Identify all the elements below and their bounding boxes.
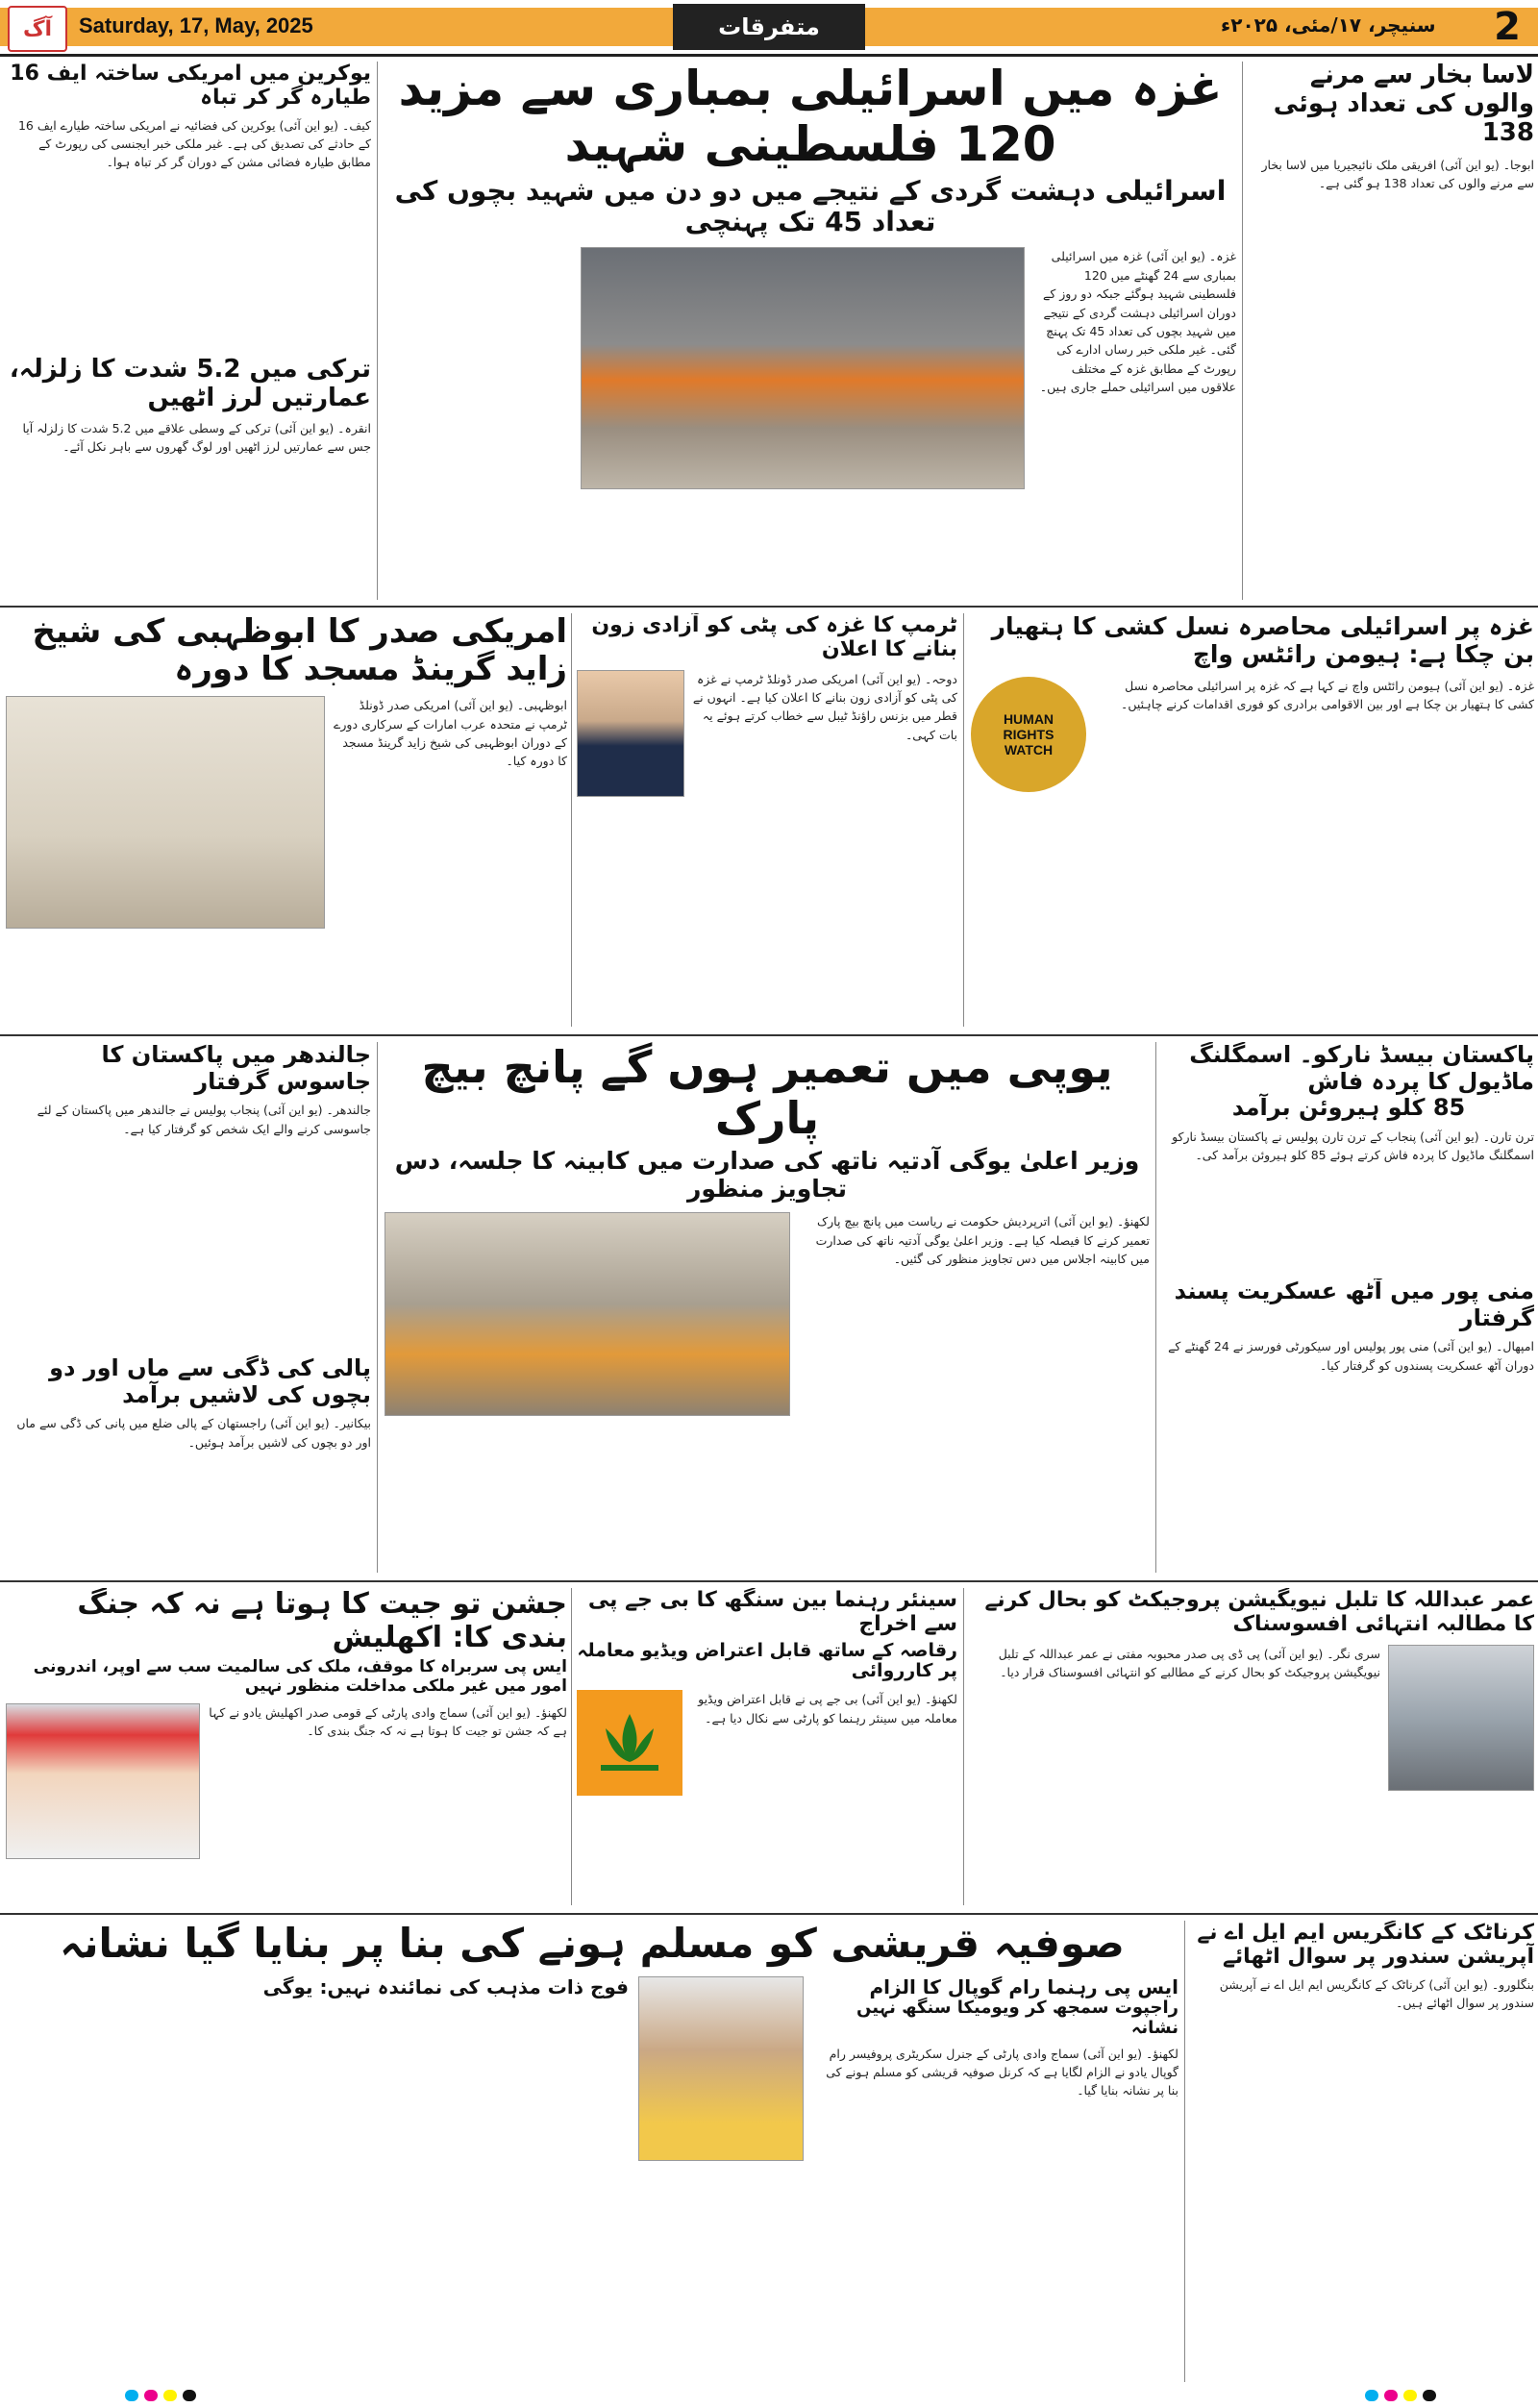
- story-turkey-earthquake: [6, 356, 371, 600]
- story-body: لکھنؤ۔ (یو این آئی) سماج وادی پارٹی کے جنرل سکریٹری پروفیسر رام گوپال یادو نے الزام لگایا ہے کہ کرنل صوفیہ قریشی کو مسلم ہونے کی بنا پر نشانہ بنایا گیا۔: [826, 2046, 1178, 2098]
- date-english: Saturday, 17, May, 2025: [79, 13, 313, 37]
- story-body: لکھنؤ۔ (یو این آئی) اترپردیش حکومت نے ریاست میں پانچ بیچ پارک تعمیر کرنے کا فیصلہ کیا ہے۔ وزیر اعلیٰ یوگی آدتیہ ناتھ کی صدارت میں کابینہ اجلاس میں دس تجاویز منظور کی گئیں۔: [815, 1214, 1150, 1267]
- story-body: بیکانیر۔ (یو این آئی) راجستھان کے پالی ضلع میں پانی کی ڈگی سے ماں اور دو بچوں کی لاشیں برآمد ہوئیں۔: [16, 1416, 371, 1450]
- bjp-lotus-logo: [577, 1690, 682, 1796]
- story-body: دوحہ۔ (یو این آئی) امریکی صدر ڈونلڈ ٹرمپ نے غزہ کی پٹی کو آزادی زون بنانے کا اعلان کیا ہے۔ انہوں نے قطر میں بزنس راؤنڈ ٹیبل سے خطاب کرتے ہوئے یہ بات کہی۔: [692, 671, 957, 742]
- story-sofia-qureshi: [6, 1921, 1178, 2382]
- story-headline: کرناٹک کے کانگریس ایم ایل اے نے: [1197, 1921, 1534, 1945]
- story-lassa-fever: [1250, 62, 1534, 600]
- story-headline: پالی کی ڈگی سے ماں اور دو بچوں کی لاشیں برآمد: [49, 1355, 371, 1408]
- registration-cyan: [1365, 2390, 1378, 2401]
- masthead: [0, 0, 1538, 57]
- story-subhead-yogi: فوج ذات مذہب کی نمائندہ نہیں: یوگی: [262, 1975, 629, 1999]
- story-trump-gaza: [577, 613, 957, 1027]
- newspaper-logo: آگ: [8, 6, 67, 52]
- story-subhead: اسرائیلی دہشت گردی کے نتیجے میں دو دن میں شہید بچوں کی تعداد 45 تک پہنچی: [394, 175, 1227, 238]
- story-omar-tulbul: [971, 1588, 1534, 1905]
- story-jalandhar-spy: [6, 1042, 371, 1350]
- story-body: انقرہ۔ (یو این آئی) ترکی کے وسطی علاقے میں 5.2 شدت کا زلزلہ آیا جس سے عمارتیں لرز اٹھیں اور لوگ گھروں سے باہر نکل آئے۔: [22, 420, 371, 455]
- trump-photo: [577, 670, 684, 797]
- story-manipur: [1163, 1278, 1534, 1573]
- story-pakistan-narco: [1163, 1042, 1534, 1273]
- story-headline: صوفیہ قریشی کو مسلم ہونے کی بنا پر بنایا گیا نشانہ: [60, 1921, 1125, 1967]
- story-headline: ٹرمپ کا غزہ کی پٹی کو آزادی زون بنانے کا اعلان: [591, 613, 957, 662]
- story-headline: جشن تو جیت کا ہوتا ہے نہ کہ جنگ بندی کا: اکھلیش: [77, 1588, 567, 1654]
- registration-yellow: [1403, 2390, 1417, 2401]
- story-headline: جالندھر میں پاکستان کا جاسوس گرفتار: [101, 1042, 371, 1095]
- story-headline: ترکی میں 5.2 شدت کا زلزلہ، عمارتیں لرز اٹھیں: [9, 356, 371, 412]
- story-headline: غزہ پر اسرائیلی محاصرہ نسل کشی کا ہتھیار بن چکا ہے: ہیومن رائٹس واچ: [991, 613, 1534, 668]
- story-headline: لاسا بخار سے مرنے والوں کی تعداد ہوئی 138: [1273, 62, 1534, 147]
- story-headline: یوکرین میں امریکی ساختہ ایف 16 طیارہ گر کر تباہ: [10, 62, 371, 111]
- story-body: کیف۔ (یو این آئی) یوکرین کی فضائیہ نے امریکی ساختہ طیارے ایف 16 کے حادثے کی تصدیق کی ہے۔ غیر ملکی خبر ایجنسی کی رپورٹ کے مطابق طیارہ فضائی مشن کے دوران گر کر تباہ ہوا۔: [17, 117, 371, 170]
- story-body: ترن تارن۔ (یو این آئی) پنجاب کے ترن تارن پولیس نے پاکستان بیسڈ نارکو اسمگلنگ ماڈیول کا پردہ فاش کرتے ہوئے 85 کلو ہیروئن برآمد کی۔: [1172, 1129, 1534, 1163]
- date-urdu: سنیچر، ۱۷/مئی، ۲۰۲۵ء: [1221, 13, 1436, 37]
- story-subhead: رقاصہ کے ساتھ قابل اعتراض ویڈیو معاملہ پر کارروائی: [577, 1639, 957, 1682]
- mosque-visit-photo: [6, 696, 325, 929]
- story-abu-dhabi-mosque: [6, 613, 567, 1027]
- page-number: 2: [1494, 5, 1521, 49]
- story-up-beach-parks: [384, 1042, 1150, 1573]
- story-body: جالندھر۔ (یو این آئی) پنجاب پولیس نے جالندھر میں پاکستان کے لئے جاسوسی کرنے والے ایک شخص کو گرفتار کیا ہے۔: [37, 1103, 371, 1136]
- story-body: ابوظہبی۔ (یو این آئی) امریکی صدر ڈونلڈ ٹرمپ نے متحدہ عرب امارات کے سرکاری دورے کے دوران ابوظہبی کی شیخ زاید گرینڈ مسجد کا دورہ کیا۔: [334, 698, 567, 769]
- cabinet-meeting-photo: [384, 1212, 790, 1416]
- story-headline: عمر عبداللہ کا تلبل نیویگیشن پروجیکٹ کو بحال کرنے کا مطالبہ انتہائی افسوسناک: [984, 1588, 1534, 1637]
- story-body: لکھنؤ۔ (یو این آئی) بی جے پی نے قابل اعتراض ویڈیو معاملہ میں سینئر رہنما کو پارٹی سے نکال دیا ہے۔: [698, 1692, 957, 1725]
- story-ukraine-f16: [6, 62, 371, 350]
- human-rights-watch-logo: HUMAN RIGHTS WATCH: [971, 677, 1086, 792]
- story-karnataka-mla: [1192, 1921, 1534, 2382]
- story-body: بنگلورو۔ (یو این آئی) کرناٹک کے کانگریس ایم ایل اے نے آپریشن سندور پر سوال اٹھائے ہیں۔: [1219, 1976, 1534, 2010]
- story-subhead: آپریشن سندور پر سوال اٹھائے: [1223, 1945, 1534, 1970]
- story-body: لکھنؤ۔ (یو این آئی) سماج وادی پارٹی کے قومی صدر اکھلیش یادو نے کہا ہے کہ جشن تو جیت کا ہوتا ہے نہ کہ جنگ بندی کا۔: [209, 1705, 567, 1739]
- mehbooba-mufti-photo: [1388, 1645, 1534, 1791]
- story-headline: منی پور میں آٹھ عسکریت پسند گرفتار: [1174, 1278, 1534, 1331]
- registration-cyan: [125, 2390, 138, 2401]
- story-headline: سینئر رہنما بین سنگھ کا بی جے پی سے اخراج: [587, 1588, 957, 1637]
- akhilesh-photo: [6, 1703, 200, 1859]
- story-subhead: وزیر اعلیٰ یوگی آدتیہ ناتھ کی صدارت میں کابینہ کا جلسہ، دس تجاویز منظور: [394, 1146, 1140, 1203]
- registration-black: [183, 2390, 196, 2401]
- registration-magenta: [144, 2390, 158, 2401]
- story-kicker: ایس پی رہنما رام گوپال کا الزام: [869, 1975, 1178, 1999]
- story-kicker-secondary: راجپوت سمجھ کر ویومیکا سنگھ نہیں نشانہ: [856, 1998, 1178, 2038]
- story-body: سری نگر۔ (یو این آئی) پی ڈی پی صدر محبوبہ مفتی نے عمر عبداللہ کے تلبل نیویگیشن پروجیکٹ کو بحال کرنے کے مطالبے کو انتہائی افسوسناک قرار دیا۔: [998, 1646, 1380, 1679]
- story-subhead: 85 کلو ہیروئن برآمد: [1231, 1094, 1466, 1122]
- ram-gopal-yadav-photo: [638, 1976, 804, 2161]
- story-pali-bodies: [6, 1355, 371, 1573]
- lotus-icon: [591, 1709, 668, 1776]
- story-body: غزہ۔ (یو این آئی) غزہ میں اسرائیلی بمباری سے 24 گھنٹے میں 120 فلسطینی شہید ہوگئے جبکہ دو روز کے دوران اسرائیلی دہشت گردی کے نتیجے میں شہید بچوں کی تعداد 45 تک پہنچ گئی۔ غیر ملکی خبر رساں ادارے کی رپورٹ کے مطابق غزہ کے مختلف علاقوں میں اسرائیلی حملے جاری ہیں۔: [1039, 249, 1236, 394]
- registration-black: [1423, 2390, 1436, 2401]
- story-headline: پاکستان بیسڈ نارکو۔ اسمگلنگ ماڈیول کا پردہ فاش: [1189, 1042, 1534, 1095]
- registration-yellow: [163, 2390, 177, 2401]
- section-title: متفرقات: [673, 4, 865, 50]
- story-subhead: ایس پی سربراہ کا موقف، ملک کی سالمیت سب سے اوپر، اندرونی امور میں غیر ملکی مداخلت منظور نہیں: [33, 1657, 567, 1696]
- story-akhilesh: [6, 1588, 567, 1905]
- story-body: امپھال۔ (یو این آئی) منی پور پولیس اور سیکورٹی فورسز نے 24 گھنٹے کے دوران آٹھ عسکریت پسندوں کو گرفتار کیا۔: [1168, 1339, 1534, 1373]
- story-body: ابوجا۔ (یو این آئی) افریقی ملک نائیجیریا میں لاسا بخار سے مرنے والوں کی تعداد 138 ہو گئی ہے۔: [1261, 157, 1534, 191]
- story-body: غزہ۔ (یو این آئی) ہیومن رائٹس واچ نے کہا ہے کہ غزہ پر اسرائیلی محاصرہ نسل کشی کا ہتھیار بن چکا ہے اور بین الاقوامی برادری کو فوری اقدامات کرنے چاہئیں۔: [1121, 678, 1534, 711]
- story-gaza-main: [384, 62, 1236, 600]
- story-human-rights-watch: [971, 613, 1534, 1027]
- story-bjp-expulsion: [577, 1588, 957, 1905]
- story-headline: غزہ میں اسرائیلی بمباری سے مزید 120 فلسطینی شہید: [398, 62, 1223, 172]
- gaza-bombing-photo: [581, 247, 1025, 489]
- story-headline: یوپی میں تعمیر ہوں گے پانچ بیچ پارک: [421, 1042, 1113, 1144]
- story-headline: امریکی صدر کا ابوظہبی کی شیخ زاید گرینڈ مسجد کا دورہ: [32, 613, 567, 689]
- registration-magenta: [1384, 2390, 1398, 2401]
